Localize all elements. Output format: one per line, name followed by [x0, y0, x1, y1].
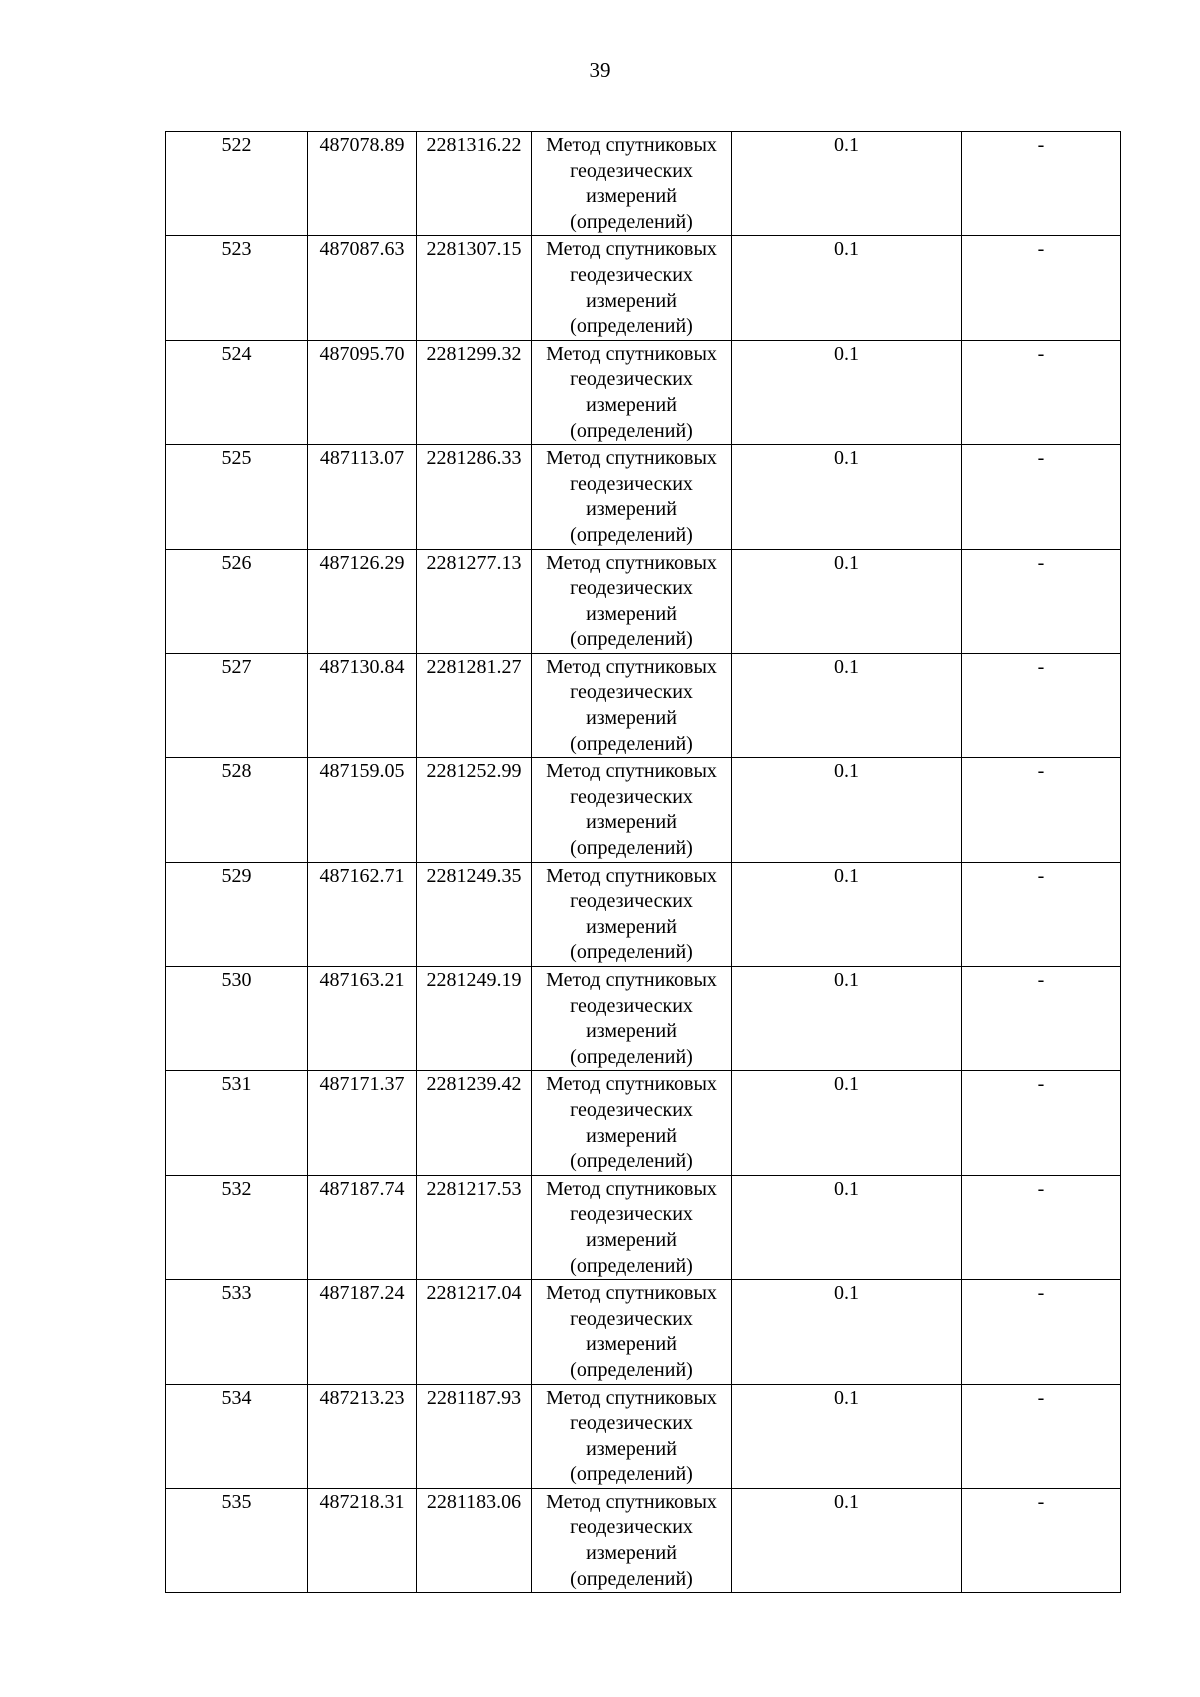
- x-coordinate-cell: 487163.21: [308, 967, 417, 1071]
- table-row: [166, 132, 1121, 236]
- x-coordinate-cell: 487171.37: [308, 1071, 417, 1175]
- method-cell: Метод спутниковых геодезических измерений (определений): [532, 862, 732, 966]
- description-cell: -: [962, 549, 1121, 653]
- x-coordinate-cell: 487130.84: [308, 653, 417, 757]
- method-cell: Метод спутниковых геодезических измерений (определений): [532, 967, 732, 1071]
- accuracy-cell: 0.1: [732, 1071, 962, 1175]
- y-coordinate-cell: 2281183.06: [417, 1488, 532, 1592]
- description-cell: -: [962, 236, 1121, 340]
- point-number-cell: 532: [166, 1175, 308, 1279]
- accuracy-cell: 0.1: [732, 132, 962, 236]
- table-row: [166, 758, 1121, 862]
- x-coordinate-cell: 487162.71: [308, 862, 417, 966]
- accuracy-cell: 0.1: [732, 967, 962, 1071]
- description-cell: -: [962, 445, 1121, 549]
- coordinates-table-body: [166, 132, 1121, 1593]
- description-cell: -: [962, 758, 1121, 862]
- accuracy-cell: 0.1: [732, 758, 962, 862]
- method-cell: Метод спутниковых геодезических измерений (определений): [532, 1071, 732, 1175]
- table-row: [166, 1488, 1121, 1592]
- accuracy-cell: 0.1: [732, 549, 962, 653]
- table-row: [166, 1175, 1121, 1279]
- table-row: [166, 445, 1121, 549]
- point-number-cell: 534: [166, 1384, 308, 1488]
- description-cell: -: [962, 340, 1121, 444]
- x-coordinate-cell: 487159.05: [308, 758, 417, 862]
- x-coordinate-cell: 487078.89: [308, 132, 417, 236]
- x-coordinate-cell: 487087.63: [308, 236, 417, 340]
- description-cell: -: [962, 1175, 1121, 1279]
- description-cell: -: [962, 967, 1121, 1071]
- method-cell: Метод спутниковых геодезических измерений (определений): [532, 1488, 732, 1592]
- x-coordinate-cell: 487187.24: [308, 1280, 417, 1384]
- description-cell: -: [962, 132, 1121, 236]
- point-number-cell: 527: [166, 653, 308, 757]
- x-coordinate-cell: 487213.23: [308, 1384, 417, 1488]
- x-coordinate-cell: 487095.70: [308, 340, 417, 444]
- point-number-cell: 535: [166, 1488, 308, 1592]
- table-row: [166, 1071, 1121, 1175]
- accuracy-cell: 0.1: [732, 1175, 962, 1279]
- table-row: [166, 1280, 1121, 1384]
- point-number-cell: 524: [166, 340, 308, 444]
- table-row: [166, 967, 1121, 1071]
- table-row: [166, 1384, 1121, 1488]
- method-cell: Метод спутниковых геодезических измерений (определений): [532, 236, 732, 340]
- method-cell: Метод спутниковых геодезических измерений (определений): [532, 340, 732, 444]
- table-row: [166, 236, 1121, 340]
- description-cell: -: [962, 1384, 1121, 1488]
- method-cell: Метод спутниковых геодезических измерений (определений): [532, 758, 732, 862]
- table-row: [166, 653, 1121, 757]
- y-coordinate-cell: 2281299.32: [417, 340, 532, 444]
- method-cell: Метод спутниковых геодезических измерений (определений): [532, 549, 732, 653]
- accuracy-cell: 0.1: [732, 653, 962, 757]
- accuracy-cell: 0.1: [732, 862, 962, 966]
- y-coordinate-cell: 2281239.42: [417, 1071, 532, 1175]
- accuracy-cell: 0.1: [732, 340, 962, 444]
- accuracy-cell: 0.1: [732, 445, 962, 549]
- x-coordinate-cell: 487126.29: [308, 549, 417, 653]
- point-number-cell: 525: [166, 445, 308, 549]
- point-number-cell: 528: [166, 758, 308, 862]
- table-row: [166, 862, 1121, 966]
- y-coordinate-cell: 2281187.93: [417, 1384, 532, 1488]
- point-number-cell: 530: [166, 967, 308, 1071]
- y-coordinate-cell: 2281249.35: [417, 862, 532, 966]
- point-number-cell: 531: [166, 1071, 308, 1175]
- page-number: 39: [589, 58, 611, 82]
- y-coordinate-cell: 2281286.33: [417, 445, 532, 549]
- y-coordinate-cell: 2281281.27: [417, 653, 532, 757]
- table-row: [166, 549, 1121, 653]
- accuracy-cell: 0.1: [732, 1488, 962, 1592]
- description-cell: -: [962, 1488, 1121, 1592]
- description-cell: -: [962, 1280, 1121, 1384]
- x-coordinate-cell: 487218.31: [308, 1488, 417, 1592]
- method-cell: Метод спутниковых геодезических измерений (определений): [532, 1384, 732, 1488]
- y-coordinate-cell: 2281277.13: [417, 549, 532, 653]
- point-number-cell: 533: [166, 1280, 308, 1384]
- y-coordinate-cell: 2281252.99: [417, 758, 532, 862]
- description-cell: -: [962, 862, 1121, 966]
- method-cell: Метод спутниковых геодезических измерений (определений): [532, 132, 732, 236]
- point-number-cell: 529: [166, 862, 308, 966]
- y-coordinate-cell: 2281316.22: [417, 132, 532, 236]
- x-coordinate-cell: 487187.74: [308, 1175, 417, 1279]
- description-cell: -: [962, 653, 1121, 757]
- table-row: [166, 340, 1121, 444]
- method-cell: Метод спутниковых геодезических измерений (определений): [532, 653, 732, 757]
- description-cell: -: [962, 1071, 1121, 1175]
- point-number-cell: 526: [166, 549, 308, 653]
- coordinates-table: [165, 131, 1121, 1593]
- x-coordinate-cell: 487113.07: [308, 445, 417, 549]
- method-cell: Метод спутниковых геодезических измерений (определений): [532, 1280, 732, 1384]
- y-coordinate-cell: 2281217.53: [417, 1175, 532, 1279]
- y-coordinate-cell: 2281307.15: [417, 236, 532, 340]
- accuracy-cell: 0.1: [732, 1280, 962, 1384]
- point-number-cell: 523: [166, 236, 308, 340]
- accuracy-cell: 0.1: [732, 236, 962, 340]
- y-coordinate-cell: 2281217.04: [417, 1280, 532, 1384]
- y-coordinate-cell: 2281249.19: [417, 967, 532, 1071]
- accuracy-cell: 0.1: [732, 1384, 962, 1488]
- point-number-cell: 522: [166, 132, 308, 236]
- method-cell: Метод спутниковых геодезических измерений (определений): [532, 1175, 732, 1279]
- method-cell: Метод спутниковых геодезических измерений (определений): [532, 445, 732, 549]
